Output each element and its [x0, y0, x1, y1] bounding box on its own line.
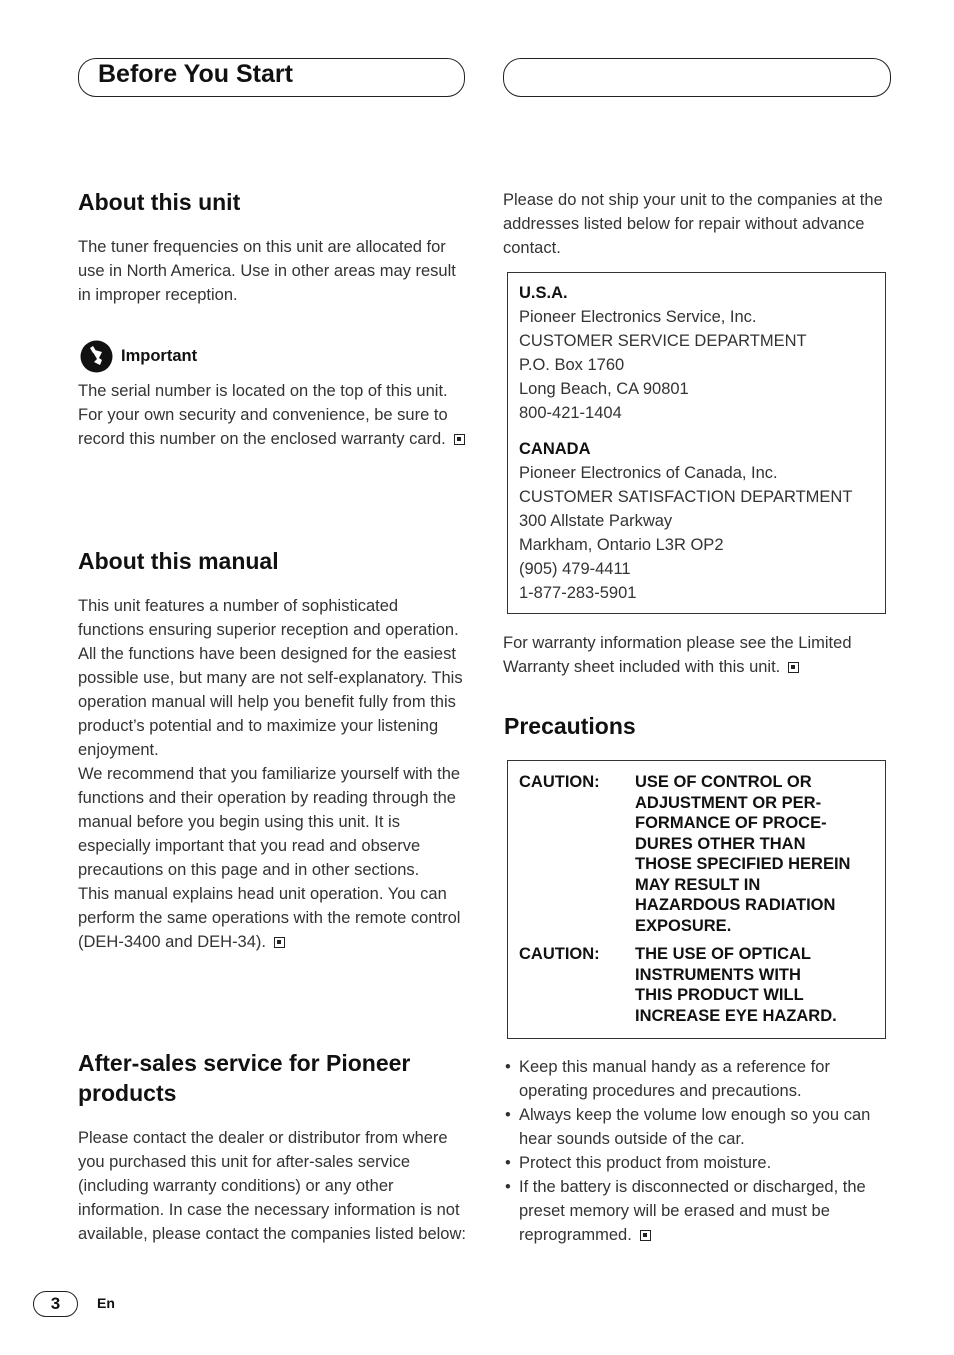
usa-line: Pioneer Electronics Service, Inc.	[519, 308, 757, 326]
caution-box	[507, 760, 886, 1039]
usa-label: U.S.A.	[519, 284, 568, 302]
end-mark-icon	[454, 434, 465, 445]
canada-line: Pioneer Electronics of Canada, Inc.	[519, 464, 778, 482]
important-icon	[80, 340, 113, 373]
page-number: 3	[50, 1294, 61, 1313]
list-item: • Keep this manual handy as a reference for operating procedures and precautions.	[503, 1055, 895, 1103]
about-unit-heading: About this unit	[78, 189, 241, 215]
precautions-heading: Precautions	[504, 713, 636, 739]
canada-line: 300 Allstate Parkway	[519, 512, 673, 530]
list-item: • If the battery is disconnected or discharged, the preset memory will be erased and must be reprogrammed.	[503, 1175, 895, 1247]
warranty-note: For warranty information please see the Limited Warranty sheet included with this unit.	[503, 634, 852, 676]
about-manual-p1: This unit features a number of sophisticated functions ensuring superior reception and operation. All the functions have been designed for the easiest possible use, but many are not self-explanatory. This operation manual will help you benefit fully from this product’s potential and to maximize your listening enjoyment.	[78, 597, 463, 759]
end-mark-icon	[274, 937, 285, 948]
about-manual-p2: We recommend that you familiarize yourself with the functions and their operation by reading through the manual before you begin using this unit. It is especially important that you read and observe precautions on this page and in other sections.	[78, 765, 461, 879]
caution-label: CAUTION:	[519, 773, 600, 791]
usa-line: 800-421-1404	[519, 404, 622, 422]
about-manual-heading: About this manual	[78, 548, 279, 574]
after-sales-heading: After-sales service for Pioneer products	[78, 1050, 411, 1106]
after-sales-text: Please contact the dealer or distributor from where you purchased this unit for after-sales service (including warranty conditions) or any other information. In case the necessary information is not available, please contact the companies listed below:	[78, 1129, 466, 1243]
about-manual-p3: This manual explains head unit operation. You can perform the same operations with the remote control (DEH-3400 and DEH-34).	[78, 885, 461, 951]
important-label: Important	[121, 347, 198, 365]
end-mark-icon	[640, 1230, 651, 1241]
canada-line: 1-877-283-5901	[519, 584, 637, 602]
caution-text: USE OF CONTROL OR ADJUSTMENT OR PER- FORMANCE OF PROCE- DURES OTHER THAN THOSE SPECIFIED HEREIN MAY RESULT IN HAZARDOUS RADIATION EXPOSURE.	[635, 773, 851, 935]
precautions-list	[503, 1055, 895, 1247]
canada-line: Markham, Ontario L3R OP2	[519, 536, 724, 554]
canada-line: (905) 479-4411	[519, 560, 631, 578]
caution-text: THE USE OF OPTICAL INSTRUMENTS WITH THIS PRODUCT WILL INCREASE EYE HAZARD.	[635, 945, 837, 1025]
header-right-box	[503, 58, 891, 97]
end-mark-icon	[788, 662, 799, 673]
canada-line: CUSTOMER SATISFACTION DEPARTMENT	[519, 488, 853, 506]
canada-label: CANADA	[519, 440, 591, 458]
address-box	[507, 272, 886, 614]
about-manual-text	[78, 594, 466, 954]
about-unit-text: The tuner frequencies on this unit are allocated for use in North America. Use in other areas may result in improper reception.	[78, 238, 456, 304]
page-number-badge	[33, 1291, 78, 1317]
language-code: En	[97, 1295, 115, 1311]
usa-line: Long Beach, CA 90801	[519, 380, 689, 398]
important-text: The serial number is located on the top of this unit. For your own security and convenience, be sure to record this number on the enclosed warranty card.	[78, 379, 466, 451]
list-item: • Protect this product from moisture.	[503, 1151, 895, 1175]
caution-label: CAUTION:	[519, 945, 600, 963]
shipping-note: Please do not ship your unit to the companies at the addresses listed below for repair without advance contact.	[503, 191, 883, 257]
usa-line: CUSTOMER SERVICE DEPARTMENT	[519, 332, 807, 350]
section-title: Before You Start	[98, 60, 293, 88]
usa-line: P.O. Box 1760	[519, 356, 625, 374]
list-item: • Always keep the volume low enough so you can hear sounds outside of the car.	[503, 1103, 895, 1151]
